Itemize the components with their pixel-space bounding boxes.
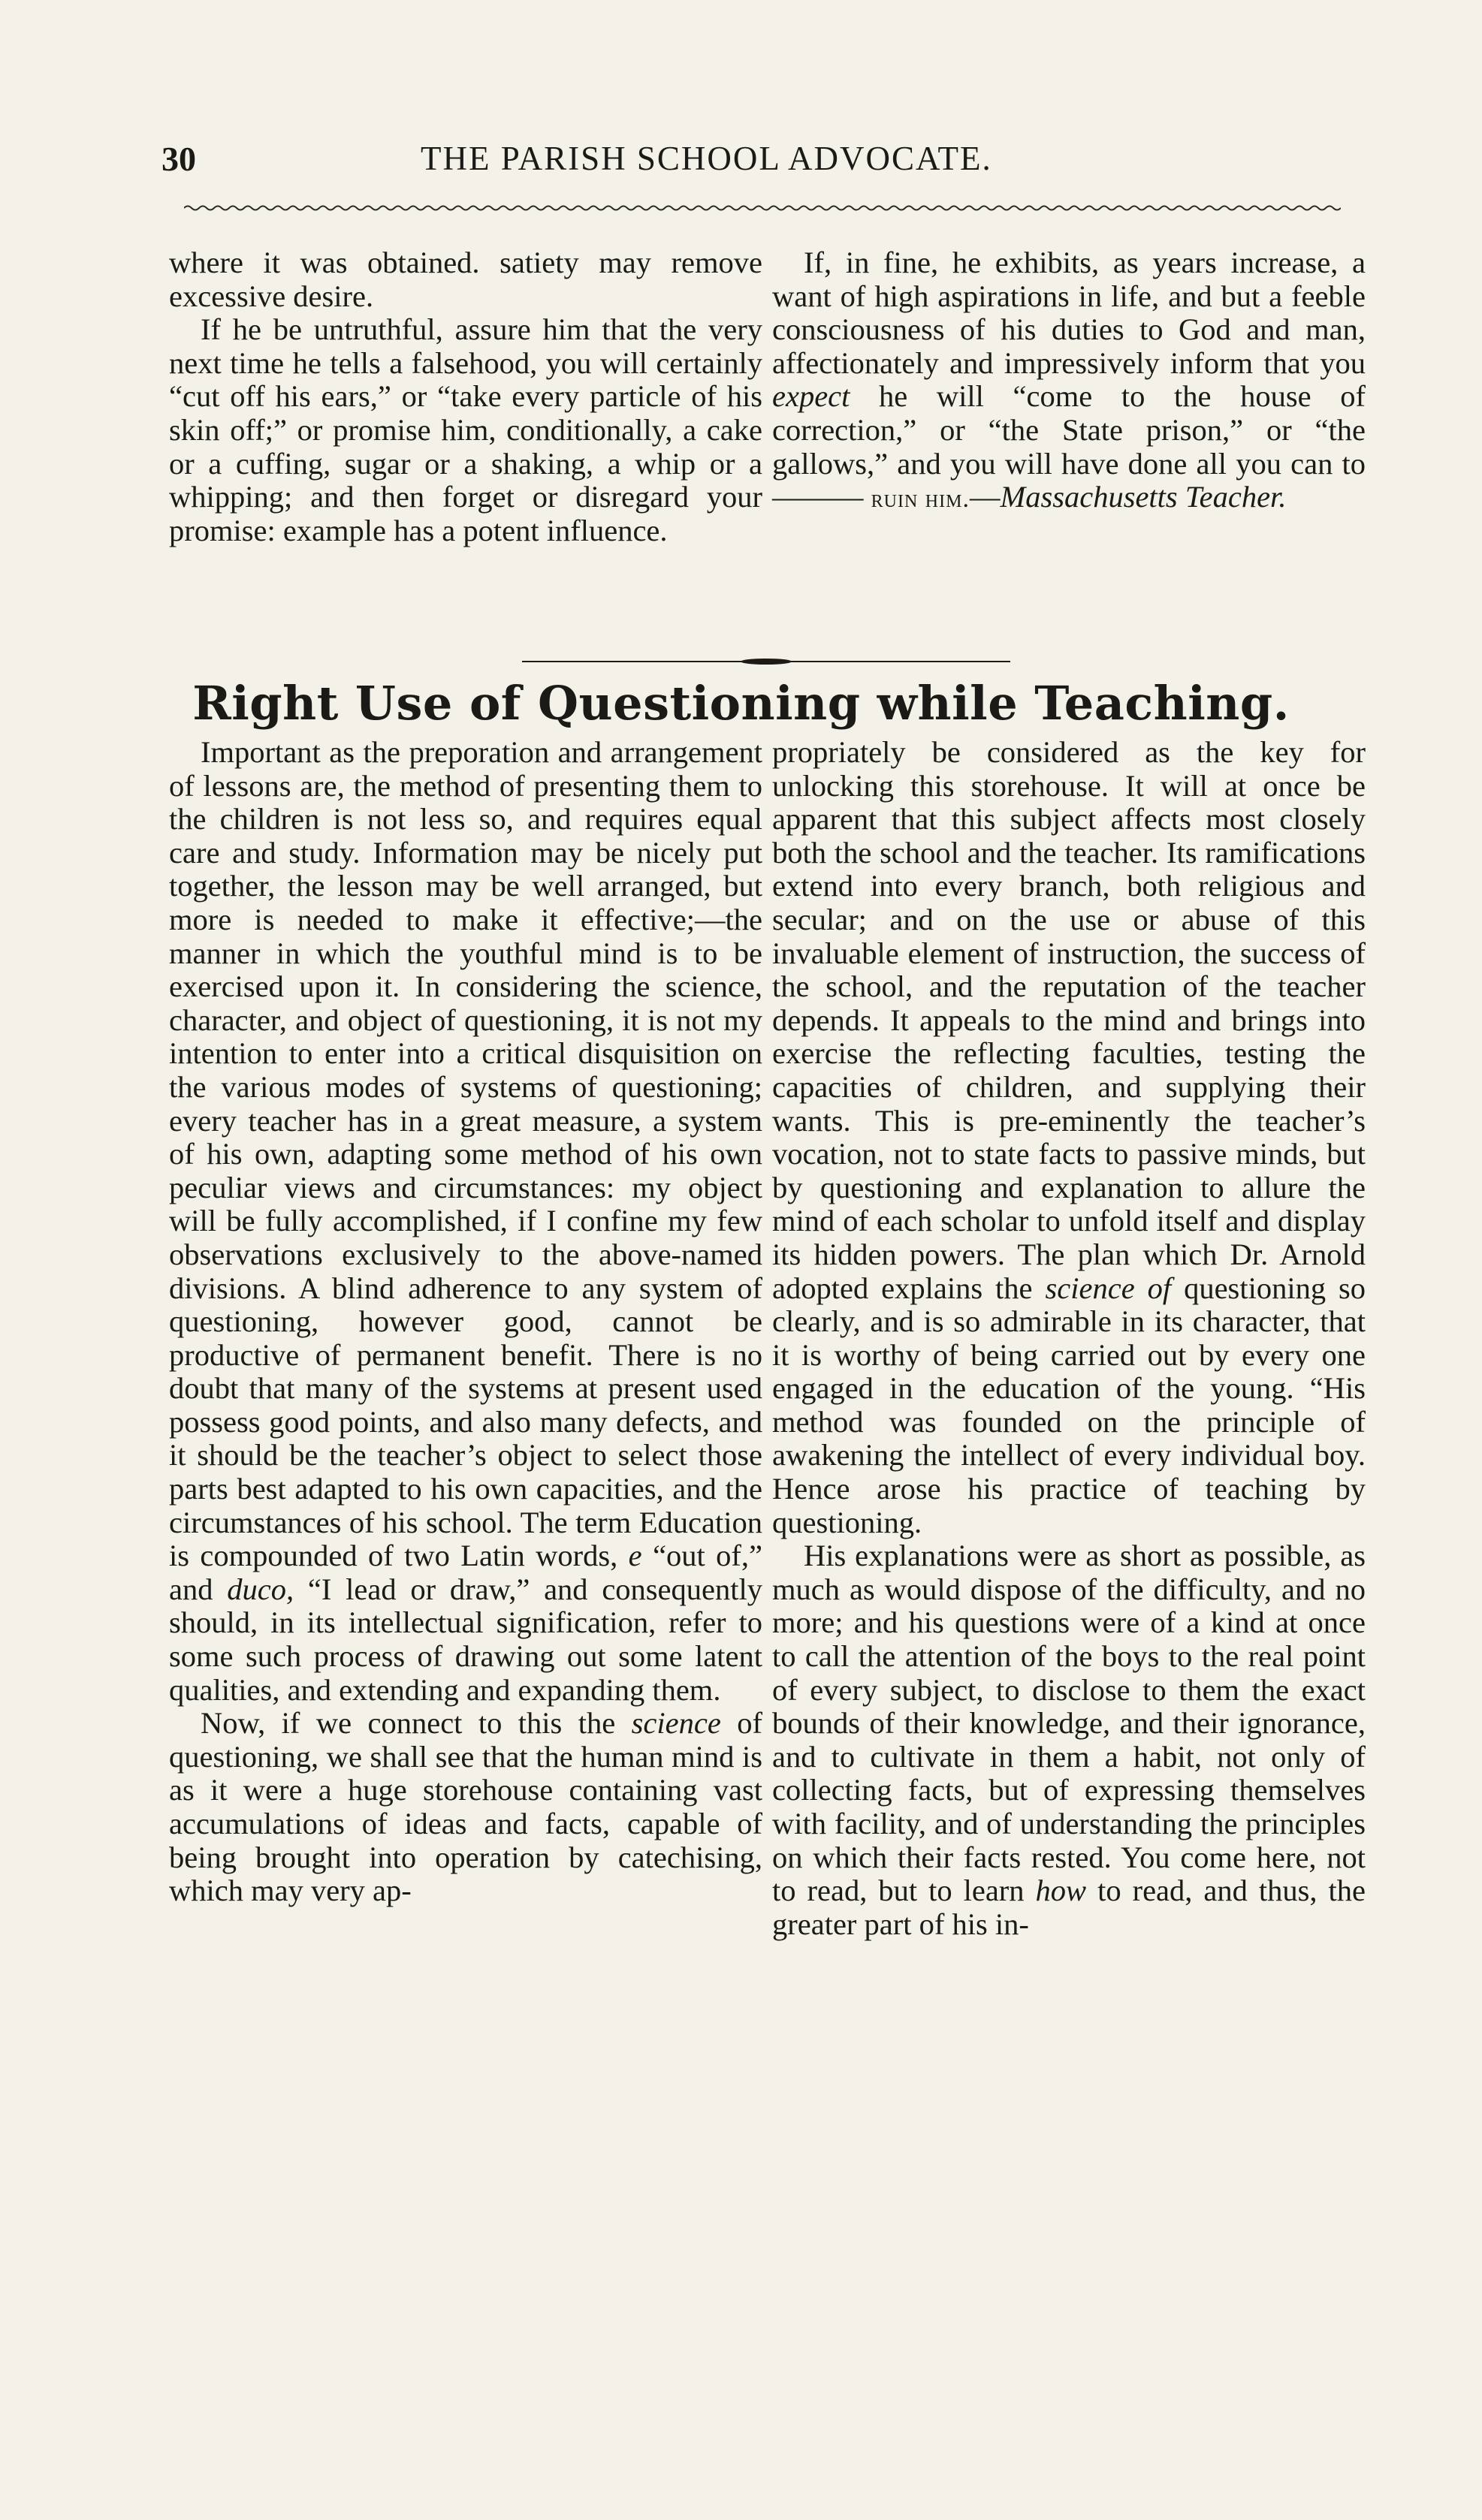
section-title: Right Use of Questioning while Teaching. (192, 676, 1290, 731)
paragraph-text: His explanations were as short as possible, as much as would dispose of the difficulty, and no more; and his questions were of a kind at once to call the attention of the boys to the real point of every subject, to disclose to them the exact bounds of their knowledge, and their ignorance, and to cultivate in them a habit, not only of collecting facts, but of expressing themselves with facility, and of understanding the principles on which their facts rested. You come here, not to read, but to learn (772, 1539, 1366, 1908)
italic-word: science of (1045, 1271, 1172, 1305)
italic-word: e (628, 1539, 642, 1573)
paragraph-text: “out of,” and (169, 1539, 763, 1606)
wavy-rule (184, 204, 1341, 212)
paragraph-text: questioning so clearly, and is so admirable in its character, that it is worthy of being carried out by every one engaged in the education of the young. “His method was founded on the principle of awakening the intellect of every individual boy. Hence arose his practice of teaching by questioning. (772, 1271, 1366, 1539)
running-head: THE PARISH SCHOOL ADVOCATE. (421, 140, 992, 177)
paragraph-text: “I lead or draw,” and consequently should, in its intellectual signification, refer to some such process of drawing out some latent qualities, and extending and expanding them. (169, 1572, 763, 1707)
paragraph: If he be untruthful, assure him that the very next time he tells a falsehood, you will certainly “cut off his ears,” or “take every particle of his skin off;” or promise him, conditionally, a cake or a cuffing, sugar or a shaking, a whip or a whipping; and then forget or disregard your promise: example has a potent influence. (169, 312, 762, 547)
small-caps-text: ruin him. (871, 485, 970, 514)
page-header (161, 139, 1348, 184)
paragraph-text: If, in fine, he exhibits, as years increase, a want of high aspirations in life, and but a feeble consciousness of his duties to God and man, affectionately and impressively inform that you (772, 246, 1366, 380)
top-right-column (772, 246, 1366, 517)
body-left-column (169, 736, 762, 1908)
paragraph: where it was obtained. satiety may remove excessive desire. (169, 246, 762, 313)
dash: — (969, 480, 1001, 514)
top-left-column (169, 246, 762, 547)
section-divider (522, 657, 1010, 666)
paragraph-text: propriately be considered as the key for unlocking this storehouse. It will at once be apparent that this subject affects most closely both the school and the teacher. Its ramifications extend into every branch, both religious and secular; and on the use or abuse of this invaluable element of instruction, the success of the school, and the reputation of the teacher depends. It appeals to the mind and brings into exercise the reflecting faculties, testing the capacities of children, and supplying their wants. This is pre-eminently the teacher’s vocation, not to state facts to passive minds, but by questioning and explanation to allure the mind of each scholar to unfold itself and display its hidden powers. The plan which Dr. Arnold adopted explains the (772, 735, 1366, 1305)
paragraph (772, 246, 1366, 517)
paragraph-text: of questioning, we shall see that the human mind is as it were a huge storehouse containing vast accumulations of ideas and facts, capable of being brought into operation by catechising, which may very ap- (169, 1706, 763, 1908)
paragraph-text: to read, and thus, the greater part of his in- (772, 1873, 1366, 1941)
paragraph (169, 736, 762, 1707)
italic-word: duco, (227, 1572, 294, 1606)
paragraph-text: Important as the preporation and arrangement of lessons are, the method of presenting them to the children is not less so, and requires equal care and study. Information may be nicely put together, the lesson may be well arranged, but more is needed to make it effective;—the manner in which the youthful mind is to be exercised upon it. In considering the science, character, and object of questioning, it is not my intention to enter into a critical disquisition on the various modes of systems of questioning; every teacher has in a great measure, a system of his own, adapting some method of his own peculiar views and circumstances: my object will be fully accomplished, if I confine my few observations exclusively to the above-named divisions. A blind adherence to any system of questioning, however good, cannot be productive of permanent benefit. There is no doubt that many of the systems at present used possess good points, and also many defects, and it should be the teacher’s object to select those parts best adapted to his own capacities, and the circumstances of his school. The term Education is compounded of two Latin words, (169, 735, 762, 1573)
paragraph (772, 1539, 1366, 1941)
source-attribution: Massachusetts Teacher. (1000, 480, 1287, 514)
paragraph-text: he will “come to the house of correction,” or “the State prison,” or “the gallows,” and you will have done all you can to——— (772, 379, 1366, 514)
body-right-column (772, 736, 1366, 1941)
italic-word: how (1035, 1873, 1087, 1908)
paragraph (169, 1707, 762, 1908)
italic-word: expect (772, 379, 850, 414)
italic-word: science (631, 1706, 721, 1741)
paragraph-text: Now, if we connect to this the (201, 1706, 616, 1741)
paragraph (772, 736, 1366, 1539)
page-number: 30 (161, 140, 196, 178)
